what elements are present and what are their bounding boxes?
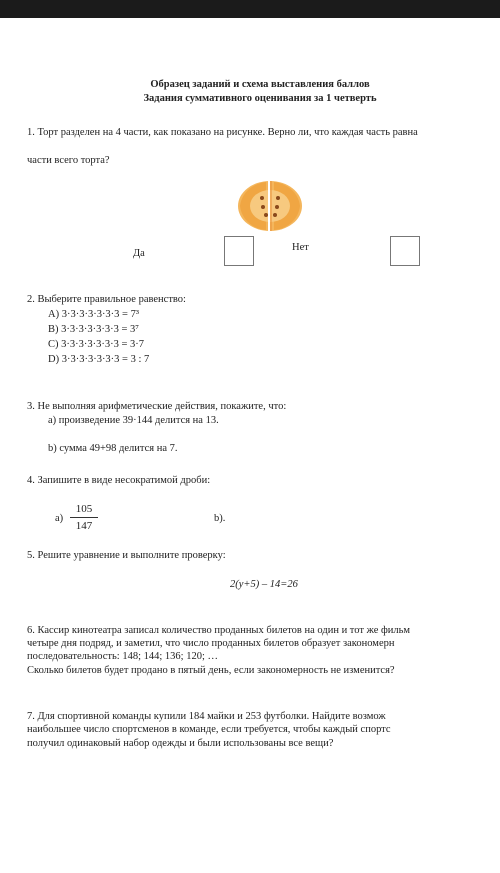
q2-option-c: C) 3·3·3·3·3·3·3 = 3·7 [48, 339, 145, 350]
q3-text: 3. Не выполняя арифметические действия, покажите, что: [27, 401, 287, 412]
q6-line-3: последовательность: 148; 144; 136; 120; … [27, 651, 219, 662]
q2-text: 2. Выберите правильное равенство: [27, 294, 186, 305]
q4-denominator: 147 [75, 520, 93, 532]
q3-item-a: а) произведение 39·144 делится на 13. [48, 415, 219, 426]
q2-option-a: A) 3·3·3·3·3·3·3 = 7³ [48, 309, 140, 320]
q1-no-label: Нет [292, 242, 309, 253]
cake-image [236, 180, 304, 232]
top-bar [0, 0, 500, 18]
q7-line-1: 7. Для спортивной команды купили 184 майки и 253 футболки. Найдите возмож [27, 711, 386, 722]
q2-option-b: B) 3·3·3·3·3·3·3 = 3⁷ [48, 324, 139, 335]
q1-yes-checkbox[interactable] [224, 236, 254, 266]
q4-numerator: 105 [75, 503, 93, 515]
q3-item-b: b) сумма 49+98 делится на 7. [48, 443, 178, 454]
document-title: Образец заданий и схема выставления баллов [150, 79, 370, 90]
q4-label-a: а) [55, 513, 64, 524]
q7-line-3: получил одинаковый набор одежды и были использованы все вещи? [27, 738, 334, 749]
q4-text: 4. Запишите в виде несократимой дроби: [27, 475, 211, 486]
q6-line-2: четыре дня подряд, и заметил, что число проданных билетов образует закономерн [27, 638, 395, 649]
q1-no-checkbox[interactable] [390, 236, 420, 266]
q1-text: 1. Торт разделен на 4 части, как показано на рисунке. Верно ли, что каждая часть равна [27, 127, 418, 138]
fraction-bar [70, 517, 98, 518]
q5-text: 5. Решите уравнение и выполните проверку: [27, 550, 226, 561]
q6-line-4: Сколько билетов будет продано в пятый день, если закономерность не изменится? [27, 665, 395, 676]
q1-yes-label: Да [133, 248, 145, 259]
q1-text-cont: части всего торта? [27, 155, 110, 166]
q2-option-d: D) 3·3·3·3·3·3·3 = 3 : 7 [48, 354, 150, 365]
document-subtitle: Задания суммативного оценивания за 1 четверть [143, 93, 377, 104]
q4-fraction [70, 502, 98, 533]
q7-line-2: наибольшее число спортсменов в команде, если требуется, чтобы каждый спортс [27, 724, 391, 735]
q6-line-1: 6. Кассир кинотеатра записал количество проданных билетов на один и тот же фильм [27, 625, 411, 636]
q4-label-b: b). [214, 513, 226, 524]
q5-equation: 2(y+5) – 14=26 [230, 579, 298, 590]
